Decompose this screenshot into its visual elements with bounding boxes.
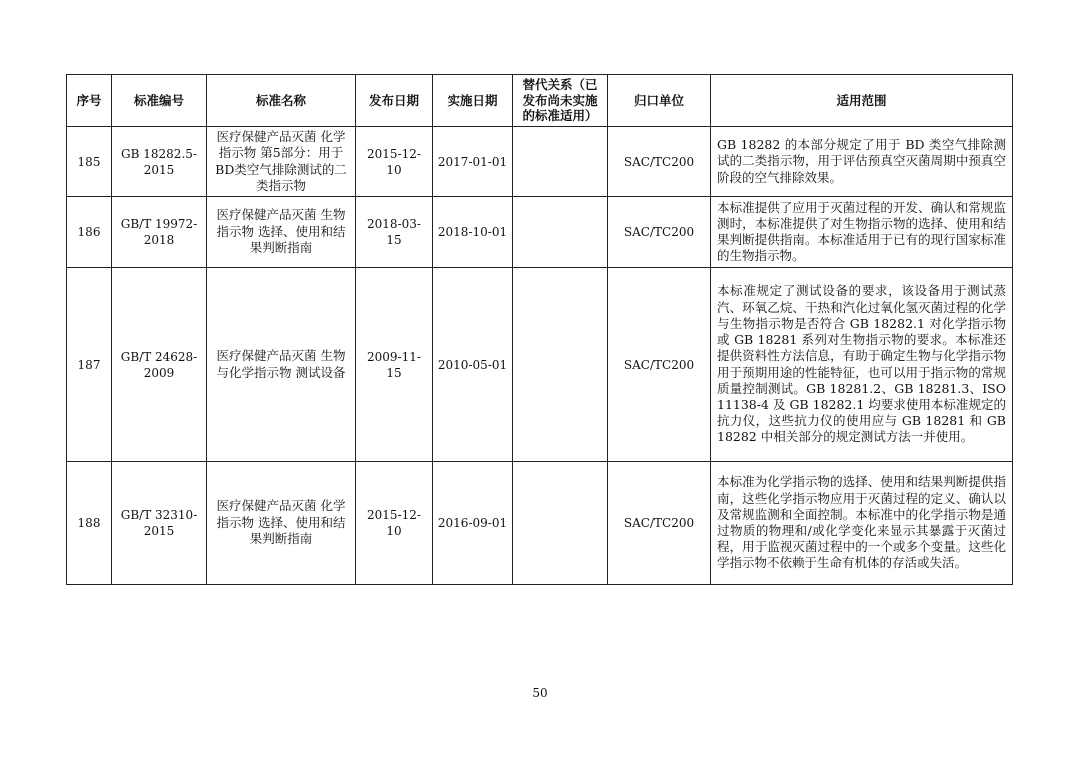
header-org: 归口单位 [608,75,711,127]
row-no: 188 [67,462,112,585]
header-no: 序号 [67,75,112,127]
standards-table [66,74,1013,585]
table-row [67,462,1013,585]
row-org: SAC/TC200 [608,127,711,197]
row-scope: 本标准为化学指示物的选择、使用和结果判断提供指南，这些化学指示物应用于灭菌过程的定义、确认以及常规监测和全面控制。本标准中的化学指示物是通过物质的物理和/或化学变化来显示其暴露于灭菌过程，用于监视灭菌过程中的一个或多个变量。这些化学指示物不依赖于生命有机体的存活或失活。 [711,462,1013,585]
row-org: SAC/TC200 [608,268,711,462]
header-row [67,75,1013,127]
header-replacement: 替代关系（已发布尚未实施的标准适用） [513,75,608,127]
row-implement-date: 2016-09-01 [433,462,513,585]
row-replacement [513,268,608,462]
row-name: 医疗保健产品灭菌 生物与化学指示物 测试设备 [207,268,356,462]
row-implement-date: 2010-05-01 [433,268,513,462]
header-publish-date: 发布日期 [356,75,433,127]
header-name: 标准名称 [207,75,356,127]
row-publish-date: 2015-12-10 [356,127,433,197]
table-row [67,127,1013,197]
row-no: 185 [67,127,112,197]
row-implement-date: 2017-01-01 [433,127,513,197]
row-org: SAC/TC200 [608,462,711,585]
row-name: 医疗保健产品灭菌 化学指示物 第5部分：用于BD类空气排除测试的二类指示物 [207,127,356,197]
table-row [67,197,1013,268]
row-code: GB/T 19972-2018 [112,197,207,268]
row-publish-date: 2018-03-15 [356,197,433,268]
table-row [67,268,1013,462]
header-scope: 适用范围 [711,75,1013,127]
header-implement-date: 实施日期 [433,75,513,127]
row-implement-date: 2018-10-01 [433,197,513,268]
row-code: GB 18282.5-2015 [112,127,207,197]
row-no: 186 [67,197,112,268]
row-scope: GB 18282 的本部分规定了用于 BD 类空气排除测试的二类指示物，用于评估预真空灭菌周期中预真空阶段的空气排除效果。 [711,127,1013,197]
row-scope: 本标准提供了应用于灭菌过程的开发、确认和常规监测时，本标准提供了对生物指示物的选择、使用和结果判断提供指南。本标准适用于已有的现行国家标准的生物指示物。 [711,197,1013,268]
row-replacement [513,197,608,268]
row-publish-date: 2009-11-15 [356,268,433,462]
header-code: 标准编号 [112,75,207,127]
page-number: 50 [532,686,548,700]
row-code: GB/T 24628-2009 [112,268,207,462]
row-scope: 本标准规定了测试设备的要求，该设备用于测试蒸汽、环氧乙烷、干热和汽化过氧化氢灭菌过程的化学与生物指示物是否符合 GB 18282.1 对化学指示物或 GB 18281 系列对生物指示物的要求。本标准还提供资料性方法信息，有助于确定生物与化学指示物用于预期用途的性能特征，也可以用于指示物的常规质量控制测试。GB 18281.2、GB 18281.3、ISO 11138-4 及 GB 18282.1 均要求使用本标准规定的抗力仪，这些抗力仪的使用应与 GB 18281 和 GB 18282 中相关部分的规定测试方法一并使用。 [711,268,1013,462]
row-code: GB/T 32310-2015 [112,462,207,585]
row-no: 187 [67,268,112,462]
row-replacement [513,127,608,197]
row-publish-date: 2015-12-10 [356,462,433,585]
row-name: 医疗保健产品灭菌 生物指示物 选择、使用和结果判断指南 [207,197,356,268]
row-org: SAC/TC200 [608,197,711,268]
row-replacement [513,462,608,585]
row-name: 医疗保健产品灭菌 化学指示物 选择、使用和结果判断指南 [207,462,356,585]
